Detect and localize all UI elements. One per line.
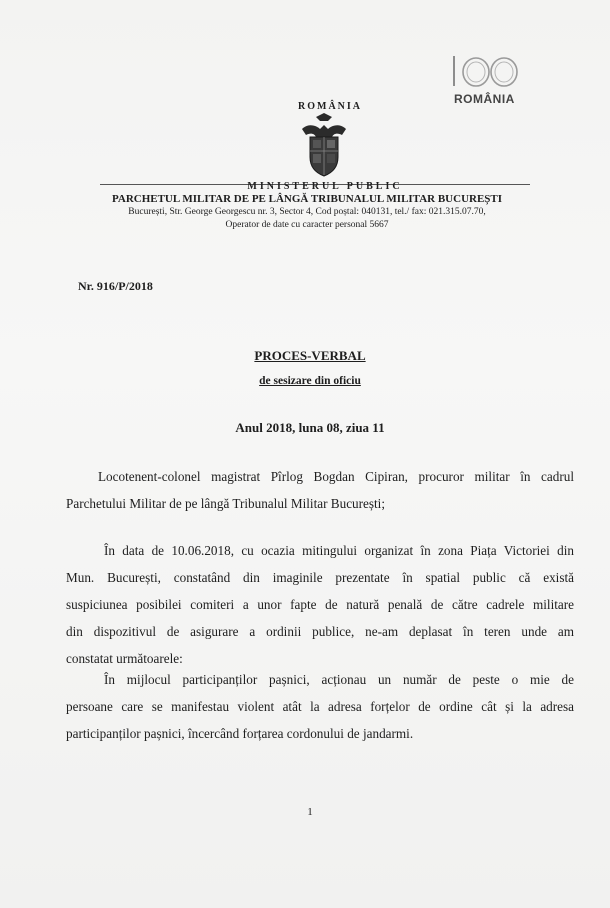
paragraph-line: persoane care se manifestau violent atât la adresa forțelor de ordine cât și la adresa	[66, 699, 574, 714]
coat-of-arms-icon	[298, 113, 350, 177]
document-title: PROCES-VERBAL	[254, 348, 366, 363]
paragraph-findings	[66, 666, 574, 747]
paragraph-line: din dispozitivul de asigurare a ordinii publice, ne-am deplasat în teren unde am	[66, 624, 574, 639]
institution-address: București, Str. George Georgescu nr. 3, Sector 4, Cod poștal: 040131, tel./ fax: 021.315.07.70,	[128, 207, 486, 217]
institution-name: PARCHETUL MILITAR DE PE LÂNGĂ TRIBUNALUL MILITAR BUCUREȘTI	[111, 193, 503, 205]
paragraph-line: În mijlocul participanților pașnici, acționau un număr de peste o mie de	[104, 672, 574, 687]
document-number: Nr. 916/P/2018	[78, 279, 153, 293]
paragraph-line: În data de 10.06.2018, cu ocazia mitingului organizat în zona Piața Victoriei din	[104, 543, 574, 558]
paragraph-line: Parchetului Militar de pe lângă Tribunalul Militar București;	[66, 496, 386, 511]
centenary-mark-icon	[446, 52, 528, 92]
data-operator-note: Operator de date cu caracter personal 5667	[225, 220, 389, 230]
country-heading: ROMÂNIA	[298, 101, 362, 112]
ministry-name: MINISTERUL PUBLIC	[247, 181, 403, 192]
paragraph-line: Mun. București, constatând din imaginile prezentate în spatial public că există	[66, 570, 574, 585]
paragraph-line: suspiciunea posibilei comiteri a unor fapte de natură penală de către cadrele militare	[66, 597, 574, 612]
romania-centenary-logo	[446, 52, 528, 110]
document-date: Anul 2018, luna 08, ziua 11	[235, 420, 385, 435]
document-subtitle: de sesizare din oficiu	[259, 375, 361, 387]
paragraph-event	[66, 537, 574, 672]
paragraph-prosecutor	[66, 463, 574, 517]
centenary-logo-word: ROMÂNIA	[454, 92, 515, 106]
page-number: 1	[307, 806, 313, 818]
paragraph-line: constatat următoarele:	[66, 651, 183, 666]
paragraph-line: Locotenent-colonel magistrat Pîrlog Bogdan Cipiran, procuror militar în cadrul	[98, 469, 574, 484]
paragraph-line: participanților pașnici, încercând forțarea cordonului de jandarmi.	[66, 726, 414, 741]
